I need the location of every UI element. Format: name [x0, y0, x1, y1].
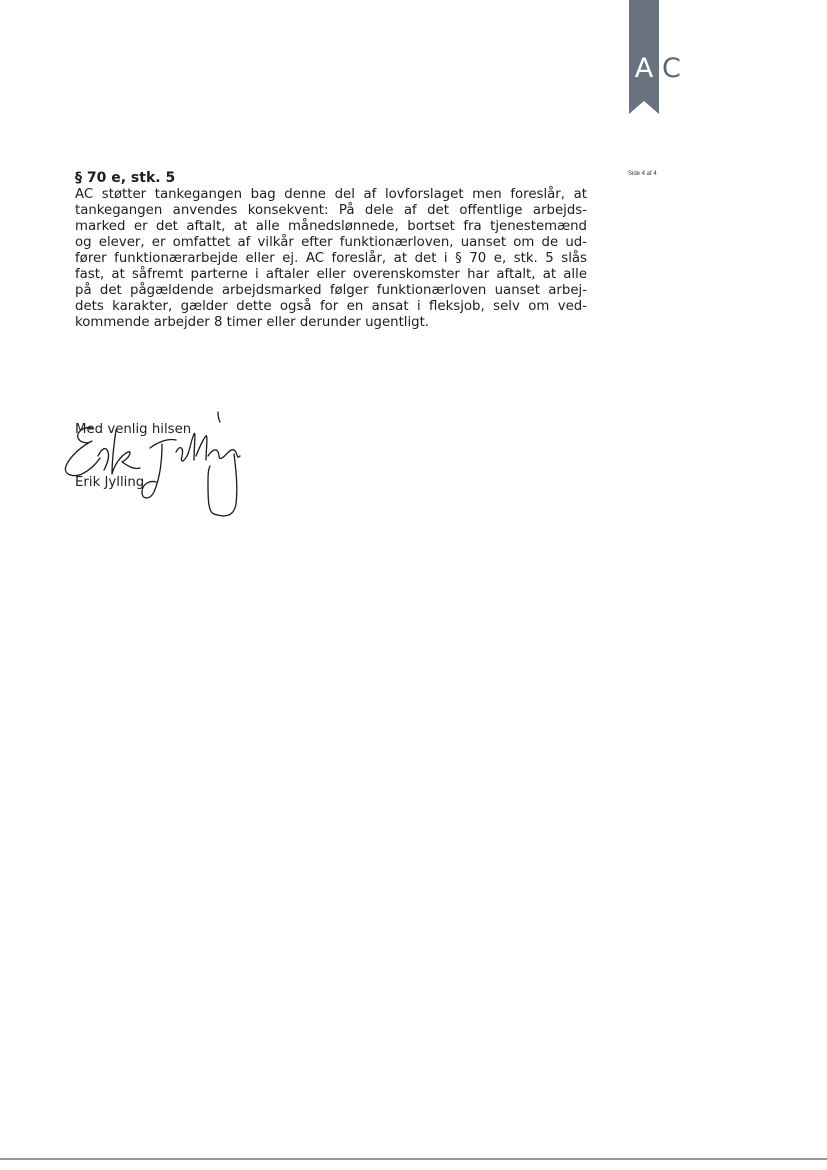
body-line: marked er det aftalt, at alle månedslønnede, bortset fra tjenestemænd — [75, 219, 587, 234]
body-line: og elever, er omfattet af vilkår efter funktionærloven, uanset om de ud- — [75, 235, 587, 250]
section-heading: § 70 e, stk. 5 — [75, 170, 176, 186]
body-line: fører funktionærarbejde eller ej. AC foreslår, at det i § 70 e, stk. 5 slås — [75, 251, 587, 266]
ac-logo — [629, 0, 687, 114]
logo-letter-a: A — [634, 53, 654, 84]
body-line: dets karakter, gælder dette også for en ansat i fleksjob, selv om ved- — [75, 299, 587, 314]
handwritten-signature — [58, 408, 248, 523]
body-line: på det pågældende arbejdsmarked følger funktionærloven uanset arbej- — [75, 283, 587, 298]
closing-greeting: Med venlig hilsen — [75, 422, 192, 437]
page-bottom-rule — [0, 1158, 827, 1160]
body-line: kommende arbejder 8 timer eller derunder ugentligt. — [75, 315, 430, 330]
page-number: Side 4 af 4 — [628, 171, 657, 177]
body-line: fast, at såfremt parterne i aftaler eller overenskomster har aftalt, at alle — [75, 267, 587, 282]
logo-letter-c: C — [662, 53, 681, 84]
body-line: AC støtter tankegangen bag denne del af lovforslaget men foreslår, at — [75, 187, 587, 202]
body-line: tankegangen anvendes konsekvent: På dele af det offentlige arbejds- — [75, 203, 587, 218]
body-paragraph — [75, 187, 587, 331]
signer-name: Erik Jylling — [75, 475, 145, 490]
